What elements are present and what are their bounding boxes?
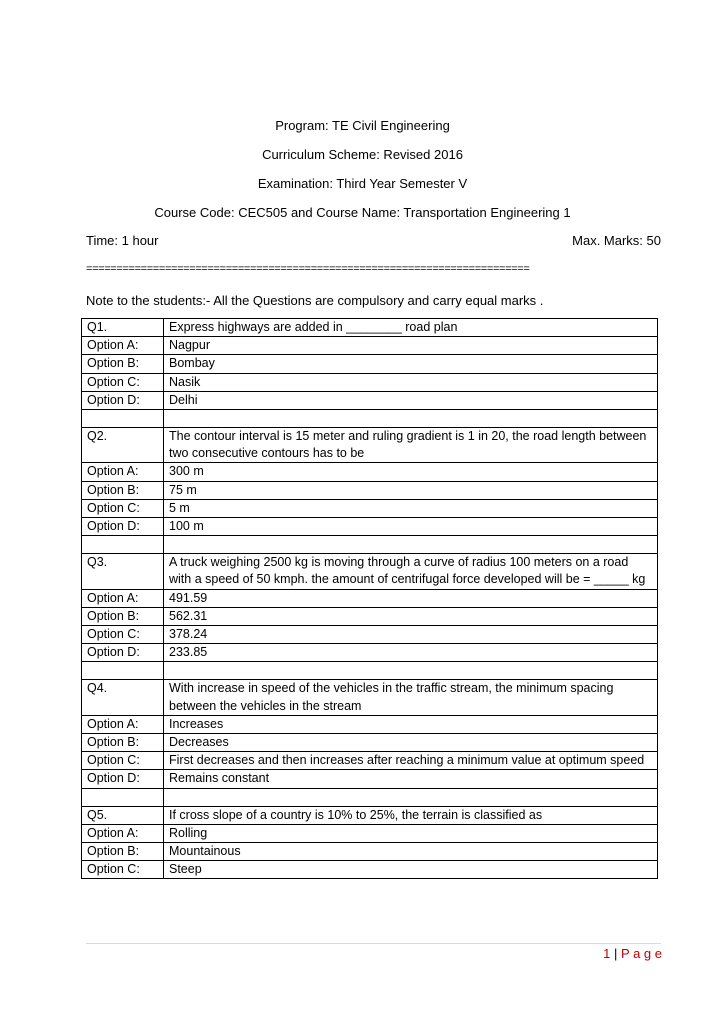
option-label: Option B: [82, 734, 164, 752]
option-text: 100 m [164, 518, 658, 536]
option-row [82, 355, 658, 373]
option-text: Rolling [164, 824, 658, 842]
option-label: Option D: [82, 518, 164, 536]
footer-divider [86, 943, 661, 944]
option-text: Remains constant [164, 770, 658, 788]
option-label: Option B: [82, 355, 164, 373]
question-row [82, 554, 658, 589]
scheme-line: Curriculum Scheme: Revised 2016 [262, 147, 463, 162]
option-label: Option C: [82, 626, 164, 644]
spacer-row [82, 788, 658, 806]
option-text: Increases [164, 715, 658, 733]
option-text: Decreases [164, 734, 658, 752]
question-label: Q5. [82, 806, 164, 824]
option-row [82, 861, 658, 879]
question-row [82, 319, 658, 337]
option-text: 75 m [164, 481, 658, 499]
spacer-row [82, 410, 658, 428]
option-row [82, 770, 658, 788]
page-separator: | [614, 946, 618, 961]
option-label: Option A: [82, 589, 164, 607]
page-number [603, 945, 662, 963]
option-label: Option C: [82, 752, 164, 770]
option-text: 378.24 [164, 626, 658, 644]
option-text: 300 m [164, 463, 658, 481]
question-label: Q1. [82, 319, 164, 337]
option-row [82, 518, 658, 536]
option-label: Option A: [82, 824, 164, 842]
option-label: Option D: [82, 770, 164, 788]
option-row [82, 337, 658, 355]
option-label: Option B: [82, 607, 164, 625]
max-marks-label: Max. Marks: 50 [572, 233, 661, 248]
question-label: Q2. [82, 428, 164, 463]
option-label: Option A: [82, 463, 164, 481]
option-text: 562.31 [164, 607, 658, 625]
option-row [82, 734, 658, 752]
option-row [82, 824, 658, 842]
option-row [82, 752, 658, 770]
option-row [82, 626, 658, 644]
program-line: Program: TE Civil Engineering [275, 118, 450, 133]
page-word: P a g e [621, 946, 662, 961]
page-number-value: 1 [603, 946, 611, 961]
option-label: Option B: [82, 843, 164, 861]
student-note: Note to the students:- All the Questions are compulsory and carry equal marks . [86, 293, 544, 308]
option-text: Steep [164, 861, 658, 879]
option-text: Bombay [164, 355, 658, 373]
option-text: Delhi [164, 391, 658, 409]
option-text: Nasik [164, 373, 658, 391]
spacer-row [82, 662, 658, 680]
option-text: 491.59 [164, 589, 658, 607]
question-row [82, 680, 658, 715]
option-row [82, 843, 658, 861]
spacer-row [82, 536, 658, 554]
option-label: Option C: [82, 373, 164, 391]
questions-table [81, 318, 658, 879]
option-text: First decreases and then increases after reaching a minimum value at optimum speed [164, 752, 658, 770]
option-row [82, 715, 658, 733]
course-line: Course Code: CEC505 and Course Name: Transportation Engineering 1 [154, 205, 571, 220]
option-row [82, 644, 658, 662]
option-row [82, 589, 658, 607]
option-row [82, 373, 658, 391]
option-row [82, 391, 658, 409]
option-label: Option B: [82, 481, 164, 499]
examination-line: Examination: Third Year Semester V [257, 176, 468, 191]
option-text: 5 m [164, 499, 658, 517]
option-label: Option A: [82, 337, 164, 355]
question-label: Q4. [82, 680, 164, 715]
question-label: Q3. [82, 554, 164, 589]
question-row [82, 806, 658, 824]
option-row [82, 499, 658, 517]
option-label: Option C: [82, 861, 164, 879]
equals-divider: ========================================================================= [86, 263, 530, 275]
option-label: Option D: [82, 644, 164, 662]
option-text: Mountainous [164, 843, 658, 861]
question-text: With increase in speed of the vehicles in the traffic stream, the minimum spacing between the vehicles in the stream [164, 680, 658, 715]
question-row [82, 428, 658, 463]
option-row [82, 463, 658, 481]
option-row [82, 481, 658, 499]
time-label: Time: 1 hour [86, 233, 159, 248]
option-label: Option D: [82, 391, 164, 409]
question-text: If cross slope of a country is 10% to 25%, the terrain is classified as [164, 806, 658, 824]
option-label: Option A: [82, 715, 164, 733]
option-text: 233.85 [164, 644, 658, 662]
question-text: A truck weighing 2500 kg is moving through a curve of radius 100 meters on a road with a speed of 50 kmph. the amount of centrifugal force developed will be = _____ kg [164, 554, 658, 589]
option-text: Nagpur [164, 337, 658, 355]
question-text: The contour interval is 15 meter and ruling gradient is 1 in 20, the road length between two consecutive contours has to be [164, 428, 658, 463]
question-text: Express highways are added in ________ road plan [164, 319, 658, 337]
option-row [82, 607, 658, 625]
option-label: Option C: [82, 499, 164, 517]
